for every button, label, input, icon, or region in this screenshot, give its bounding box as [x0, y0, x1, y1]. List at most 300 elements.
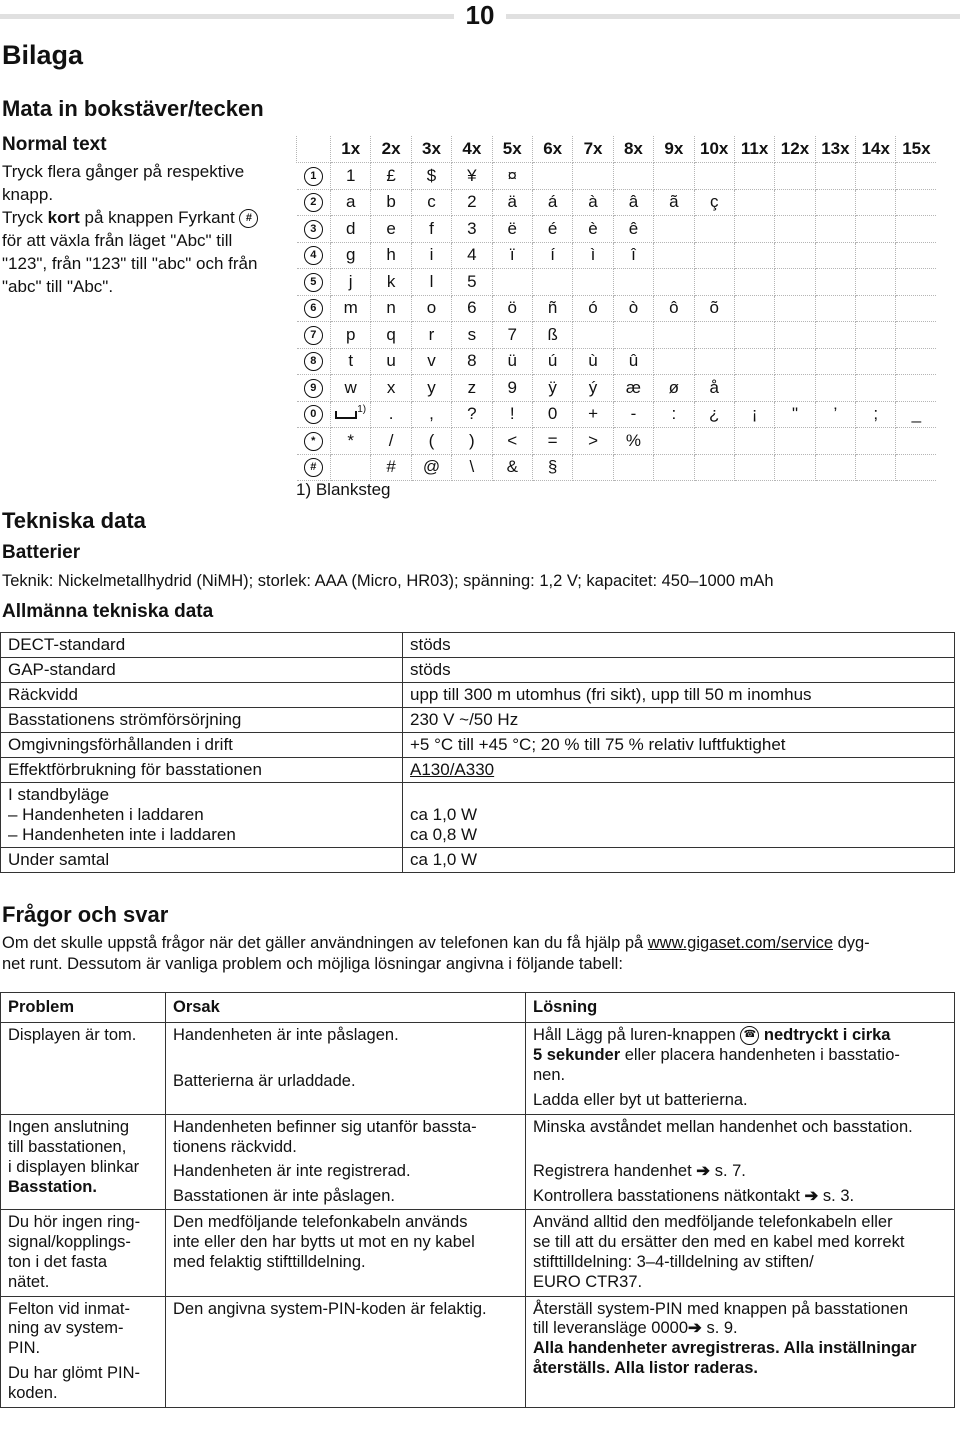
char-cell — [856, 348, 896, 375]
char-cell — [815, 242, 855, 269]
char-cell: ù — [573, 348, 613, 375]
standby-not-in-charger-value: ca 0,8 W — [410, 825, 478, 844]
char-cell: j — [331, 269, 371, 296]
char-cell: ß — [532, 322, 572, 349]
key-cell — [297, 216, 331, 243]
char-cell: , — [411, 401, 451, 428]
cause-text: Batterierna är urladdade. — [173, 1071, 356, 1090]
char-cell — [775, 216, 815, 243]
standby-in-charger-value: ca 1,0 W — [410, 805, 478, 824]
char-cell: x — [371, 375, 411, 402]
char-cell — [532, 163, 572, 190]
char-cell: ê — [613, 216, 653, 243]
char-cell — [694, 322, 734, 349]
char-cell — [815, 348, 855, 375]
faq-intro-line: net runt. Dessutom är vanliga problem och möjliga lösningar angivna i följande tabell: — [2, 955, 623, 973]
char-cell: o — [411, 295, 451, 322]
normal-text-line: knapp. — [2, 185, 54, 204]
table-row — [1, 758, 955, 783]
key-cell — [297, 454, 331, 481]
char-cell: _ — [896, 401, 936, 428]
problem-text: Ingen anslutning — [8, 1118, 130, 1137]
text-span: på knappen Fyrkant — [79, 208, 235, 227]
solution-text: Använd alltid den medföljande telefonkabeln eller — [533, 1213, 893, 1232]
char-cell — [734, 216, 774, 243]
char-cell — [896, 375, 936, 402]
tech-data-table — [0, 632, 955, 873]
page-header — [0, 0, 960, 30]
char-cell: æ — [613, 375, 653, 402]
page-number: 10 — [454, 0, 506, 30]
char-cell: 4 — [452, 242, 492, 269]
char-cell: p — [331, 322, 371, 349]
char-cell: â — [613, 189, 653, 216]
char-cell: " — [775, 401, 815, 428]
tech-key: Omgivningsförhållanden i drift — [1, 733, 403, 758]
column-header: 1x — [331, 136, 371, 163]
char-cell — [573, 454, 613, 481]
char-cell: % — [613, 428, 653, 455]
char-cell — [613, 269, 653, 296]
char-cell: + — [573, 401, 613, 428]
table-row — [1, 848, 955, 873]
text-bold: kort — [47, 208, 80, 227]
char-cell: h — [371, 242, 411, 269]
key-cell — [297, 375, 331, 402]
tech-key: Effektförbrukning för basstationen — [1, 758, 403, 783]
solution-text — [533, 1187, 947, 1207]
char-cell — [775, 189, 815, 216]
char-cell: ý — [573, 375, 613, 402]
tech-value: stöds — [403, 658, 955, 683]
tech-key: Basstationens strömförsörjning — [1, 708, 403, 733]
column-header: 14x — [856, 136, 896, 163]
char-cell: ÿ — [532, 375, 572, 402]
char-cell: ì — [573, 242, 613, 269]
problem-cell: Displayen är tom. — [1, 1023, 166, 1115]
char-cell — [896, 163, 936, 190]
text-span: Om det skulle uppstå frågor när det gäller användningen av telefonen kan du få hjälp på — [2, 934, 648, 952]
char-cell: $ — [411, 163, 451, 190]
char-cell: / — [371, 428, 411, 455]
end-call-key-icon: ☎ — [740, 1026, 759, 1045]
cause-text: Handenheten är inte påslagen. — [173, 1026, 399, 1044]
char-cell — [896, 189, 936, 216]
service-link[interactable]: www.gigaset.com/service — [647, 934, 833, 952]
char-cell — [775, 428, 815, 455]
char-cell — [654, 269, 694, 296]
char-cell: # — [371, 454, 411, 481]
problem-text: i displayen blinkar — [8, 1157, 140, 1176]
problem-cell — [1, 1210, 166, 1296]
batteries-heading: Batterier — [2, 542, 81, 563]
table-row — [1, 783, 955, 848]
normal-text-body — [2, 160, 258, 298]
tech-value: ca 1,0 W — [403, 848, 955, 873]
char-cell: d — [331, 216, 371, 243]
key-row — [297, 348, 937, 375]
problem-text: koden. — [8, 1383, 58, 1402]
char-cell — [654, 216, 694, 243]
page-ref: s. 7. — [710, 1161, 746, 1180]
standby-label: I standbyläge — [8, 785, 110, 804]
char-cell — [856, 163, 896, 190]
problem-text: ning av system- — [8, 1319, 124, 1338]
char-cell — [613, 322, 653, 349]
cause-cell — [166, 1115, 526, 1210]
text-span: dyg- — [833, 934, 870, 952]
problem-text: nätet. — [8, 1272, 50, 1291]
key-row — [297, 295, 937, 322]
char-cell: à — [573, 189, 613, 216]
key-6-icon: 6 — [304, 299, 323, 318]
char-cell: ’ — [815, 401, 855, 428]
char-cell — [815, 322, 855, 349]
batteries-text: Teknik: Nickelmetallhydrid (NiMH); storlek: AAA (Micro, HR03); spänning: 1,2 V; kapacitet: 450–1000 mAh — [2, 572, 774, 590]
cause-text: tionens räckvidd. — [173, 1137, 297, 1156]
key-4-icon: 4 — [304, 246, 323, 265]
char-cell: á — [532, 189, 572, 216]
faq-intro — [2, 933, 870, 975]
char-cell — [815, 163, 855, 190]
tech-value — [403, 783, 955, 848]
table-row — [1, 633, 955, 658]
char-cell — [694, 454, 734, 481]
text-span: Håll Lägg på luren-knappen — [533, 1026, 736, 1044]
column-header: 2x — [371, 136, 411, 163]
footnote-mark: 1) — [357, 404, 367, 416]
char-cell: 9 — [492, 375, 532, 402]
faq-intro-line — [2, 933, 870, 954]
char-cell — [856, 454, 896, 481]
solution-text-bold: Alla handenheter avregistreras. Alla inställningar — [533, 1339, 917, 1358]
char-cell: è — [573, 216, 613, 243]
char-cell: > — [573, 428, 613, 455]
key-5-icon: 5 — [304, 273, 323, 292]
char-cell: i — [411, 242, 451, 269]
char-cell: é — [532, 216, 572, 243]
problem-text: till basstationen, — [8, 1137, 127, 1156]
table-row — [1, 1210, 955, 1296]
column-header: 13x — [815, 136, 855, 163]
char-cell — [896, 269, 936, 296]
char-cell — [734, 269, 774, 296]
char-cell: u — [371, 348, 411, 375]
char-cell — [331, 454, 371, 481]
char-cell — [856, 375, 896, 402]
char-cell — [613, 163, 653, 190]
char-cell — [815, 189, 855, 216]
char-cell — [775, 295, 815, 322]
cause-text: med felaktig stifttilldelning. — [173, 1252, 366, 1271]
table-row — [1, 708, 955, 733]
key-row — [297, 216, 937, 243]
key-cell — [297, 163, 331, 190]
column-header-solution: Lösning — [526, 993, 955, 1023]
tech-value: +5 °C till +45 °C; 20 % till 75 % relativ luftfuktighet — [403, 733, 955, 758]
char-cell — [775, 242, 815, 269]
problem-text: PIN. — [8, 1339, 41, 1358]
tech-key: Räckvidd — [1, 683, 403, 708]
text-span: eller placera handenheten i basstatio- — [620, 1045, 900, 1064]
standby-in-charger: – Handenheten i laddaren — [8, 805, 204, 824]
solution-text — [533, 1046, 947, 1066]
tech-value: stöds — [403, 633, 955, 658]
char-cell: ; — [856, 401, 896, 428]
char-cell — [815, 375, 855, 402]
key-row — [297, 454, 937, 481]
char-cell: b — [371, 189, 411, 216]
solution-text: se till att du ersätter den med en kabel med korrekt — [533, 1233, 905, 1252]
solution-text: Återställ system-PIN med knappen på basstationen — [533, 1299, 909, 1318]
table-row — [1, 1115, 955, 1210]
solution-cell — [526, 1023, 955, 1115]
char-cell: ¡ — [734, 401, 774, 428]
char-cell: k — [371, 269, 411, 296]
char-cell: n — [371, 295, 411, 322]
char-cell: * — [331, 428, 371, 455]
char-cell: ã — [654, 189, 694, 216]
char-cell: . — [371, 401, 411, 428]
char-cell: ú — [532, 348, 572, 375]
char-cell: m — [331, 295, 371, 322]
char-cell: ¤ — [492, 163, 532, 190]
char-cell: § — [532, 454, 572, 481]
tech-key: DECT-standard — [1, 633, 403, 658]
page-title: Bilaga — [2, 40, 84, 70]
general-tech-heading: Allmänna tekniska data — [2, 601, 214, 622]
key-cell — [297, 242, 331, 269]
char-cell — [654, 163, 694, 190]
char-cell: l — [411, 269, 451, 296]
char-cell: 7 — [492, 322, 532, 349]
faq-table — [0, 992, 955, 1408]
char-cell — [654, 454, 694, 481]
char-cell — [734, 375, 774, 402]
solution-text: nen. — [533, 1065, 566, 1084]
char-cell: £ — [371, 163, 411, 190]
char-cell — [654, 428, 694, 455]
cause-cell — [166, 1296, 526, 1407]
char-cell — [734, 348, 774, 375]
cause-cell — [166, 1210, 526, 1296]
char-cell — [734, 242, 774, 269]
char-cell: ( — [411, 428, 451, 455]
char-cell: t — [331, 348, 371, 375]
char-cell — [694, 163, 734, 190]
char-cell: & — [492, 454, 532, 481]
page-ref: s. 3. — [818, 1186, 855, 1205]
solution-cell — [526, 1210, 955, 1296]
problem-text: ton i det fasta — [8, 1252, 108, 1271]
problem-text: signal/kopplings- — [8, 1233, 131, 1252]
column-header: 4x — [452, 136, 492, 163]
char-cell: ë — [492, 216, 532, 243]
char-cell: ó — [573, 295, 613, 322]
char-cell — [532, 269, 572, 296]
char-cell: û — [613, 348, 653, 375]
char-cell — [896, 454, 936, 481]
char-cell — [654, 348, 694, 375]
char-cell — [734, 322, 774, 349]
char-cell — [775, 348, 815, 375]
solution-text — [533, 1026, 947, 1046]
solution-text — [533, 1162, 947, 1182]
char-cell — [896, 216, 936, 243]
tech-heading: Tekniska data — [2, 508, 146, 533]
char-cell: 0 — [532, 401, 572, 428]
char-cell — [856, 189, 896, 216]
char-cell: 8 — [452, 348, 492, 375]
char-cell — [734, 428, 774, 455]
char-cell — [856, 242, 896, 269]
key-cell — [297, 401, 331, 428]
char-cell — [734, 295, 774, 322]
char-cell: - — [613, 401, 653, 428]
solution-text: stifttilldelning: 3–4-tilldelning av stiften/ — [533, 1252, 814, 1271]
text-bold: nedtryckt i cirka — [763, 1026, 891, 1044]
char-cell: ö — [492, 295, 532, 322]
char-cell: ò — [613, 295, 653, 322]
char-cell — [856, 269, 896, 296]
char-cell — [856, 322, 896, 349]
problem-cell — [1, 1296, 166, 1407]
normal-text-heading: Normal text — [2, 134, 107, 155]
char-cell — [856, 428, 896, 455]
tech-value: upp till 300 m utomhus (fri sikt), upp till 50 m inomhus — [403, 683, 955, 708]
tech-key: Under samtal — [1, 848, 403, 873]
normal-text-line: Tryck flera gånger på respektive — [2, 162, 245, 181]
tech-key — [1, 783, 403, 848]
char-cell: w — [331, 375, 371, 402]
key-row — [297, 401, 937, 428]
char-cell: î — [613, 242, 653, 269]
char-cell: 3 — [452, 216, 492, 243]
text-span: Tryck — [2, 208, 48, 227]
key-row — [297, 428, 937, 455]
char-cell — [775, 454, 815, 481]
column-header: 15x — [896, 136, 936, 163]
faq-heading: Frågor och svar — [2, 902, 169, 927]
key-header-blank — [297, 136, 331, 163]
char-cell: : — [654, 401, 694, 428]
char-cell: r — [411, 322, 451, 349]
key-9-icon: 9 — [304, 379, 323, 398]
char-cell — [896, 242, 936, 269]
section-heading-input: Mata in bokstäver/tecken — [2, 96, 264, 121]
char-cell — [694, 269, 734, 296]
char-cell — [694, 242, 734, 269]
cause-text: inte eller den har bytts ut mot en ny kabel — [173, 1233, 475, 1252]
char-cell: a — [331, 189, 371, 216]
char-cell: ) — [452, 428, 492, 455]
char-cell: ô — [654, 295, 694, 322]
char-cell — [694, 216, 734, 243]
char-cell — [573, 163, 613, 190]
char-cell: z — [452, 375, 492, 402]
char-cell — [815, 295, 855, 322]
char-cell — [573, 322, 613, 349]
page-ref: s. 9. — [701, 1319, 738, 1338]
char-cell — [734, 189, 774, 216]
space-icon — [335, 411, 357, 419]
char-cell — [775, 163, 815, 190]
arrow-right-icon: ➔ — [696, 1161, 711, 1180]
cause-text: Handenheten befinner sig utanför bassta- — [173, 1118, 477, 1137]
key-star-icon: * — [304, 432, 323, 451]
column-header: 6x — [532, 136, 572, 163]
char-cell: @ — [411, 454, 451, 481]
table-row — [1, 683, 955, 708]
char-cell — [654, 242, 694, 269]
char-cell — [815, 216, 855, 243]
key-2-icon: 2 — [304, 193, 323, 212]
char-cell: ! — [492, 401, 532, 428]
key-footnote: 1) Blanksteg — [296, 480, 391, 499]
table-row — [1, 658, 955, 683]
cause-text: Handenheten är inte registrerad. — [173, 1161, 411, 1180]
key-row — [297, 163, 937, 190]
text-span: till leveransläge 0000 — [533, 1319, 689, 1338]
char-cell — [654, 322, 694, 349]
cause-text: Den angivna system-PIN-koden är felaktig. — [173, 1299, 487, 1318]
char-cell: v — [411, 348, 451, 375]
char-cell: 2 — [452, 189, 492, 216]
cause-text: Basstationen är inte påslagen. — [173, 1186, 395, 1205]
table-header-row — [1, 993, 955, 1023]
key-cell — [297, 269, 331, 296]
standby-not-in-charger: – Handenheten inte i laddaren — [8, 825, 236, 844]
solution-text-bold: återställs. Alla listor raderas. — [533, 1358, 758, 1377]
char-cell: ç — [694, 189, 734, 216]
key-1-icon: 1 — [304, 167, 323, 186]
key-7-icon: 7 — [304, 326, 323, 345]
char-cell: 6 — [452, 295, 492, 322]
key-character-table — [296, 136, 936, 481]
char-cell: í — [532, 242, 572, 269]
tech-key: GAP-standard — [1, 658, 403, 683]
problem-text: Du hör ingen ring- — [8, 1213, 141, 1232]
char-cell — [815, 428, 855, 455]
char-cell — [613, 454, 653, 481]
column-header: 8x — [613, 136, 653, 163]
char-cell — [896, 348, 936, 375]
char-cell — [815, 454, 855, 481]
key-cell — [297, 189, 331, 216]
char-cell: 5 — [452, 269, 492, 296]
column-header: 5x — [492, 136, 532, 163]
arrow-right-icon: ➔ — [688, 1319, 702, 1338]
char-cell: g — [331, 242, 371, 269]
char-cell: ñ — [532, 295, 572, 322]
problem-text-bold: Basstation. — [8, 1177, 97, 1196]
normal-text-line: för att växla från läget "Abc" till — [2, 231, 233, 250]
char-cell — [856, 295, 896, 322]
char-cell — [694, 428, 734, 455]
char-cell: ü — [492, 348, 532, 375]
text-span: Registrera handenhet — [533, 1161, 692, 1180]
column-header: 10x — [694, 136, 734, 163]
problem-text: Du har glömt PIN- — [8, 1363, 141, 1382]
char-cell: q — [371, 322, 411, 349]
char-cell — [775, 269, 815, 296]
char-cell: = — [532, 428, 572, 455]
problem-text: Felton vid inmat- — [8, 1299, 130, 1318]
key-cell — [297, 348, 331, 375]
key-row — [297, 242, 937, 269]
char-cell: \ — [452, 454, 492, 481]
char-cell — [775, 322, 815, 349]
